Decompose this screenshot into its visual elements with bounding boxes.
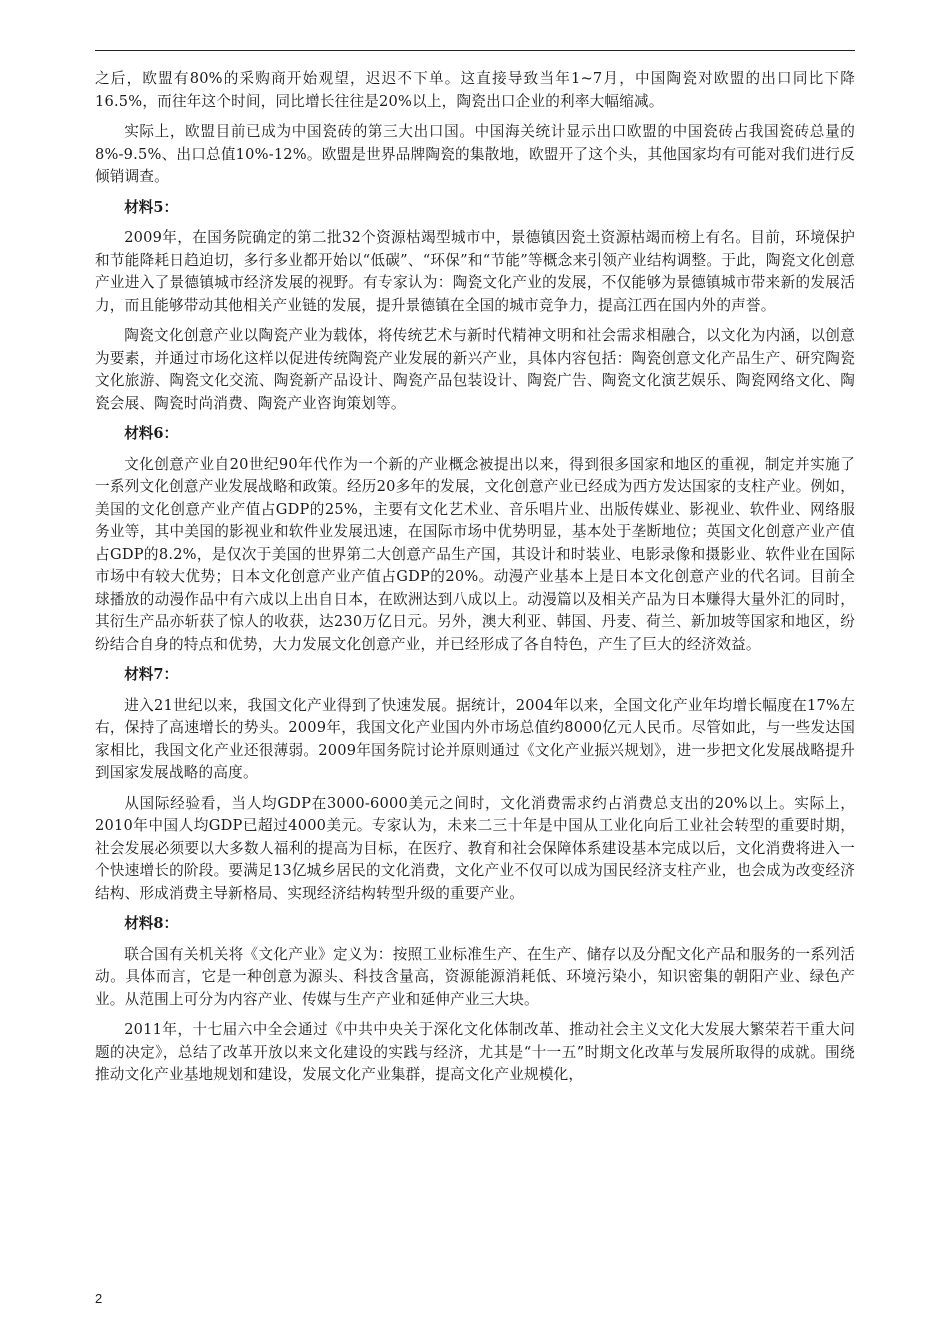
header-rule: [95, 50, 855, 51]
document-body: [95, 68, 855, 1095]
paragraph-un-definition: 联合国有关机关将《文化产业》定义为：按照工业标准生产、在生产、储存以及分配文化产品和服务的一系列活动。具体而言，它是一种创意为源头、科技含量高，资源能源消耗低、环境污染小，知识密集的朝阳产业、绿色产业。从范围上可分为内容产业、传媒与生产产业和延伸产业三大块。: [95, 945, 855, 1008]
paragraph-2011-plenary: 2011年，十七届六中全会通过《中共中央关于深化文化体制改革、推动社会主义文化大发展大繁荣若干重大问题的决定》，总结了改革开放以来文化建设的实践与经济，尤其是“十一五”时期文化改革与发展所取得的成就。围绕推动文化产业基地规划和建设，发展文化产业集群，提高文化产业规模化，: [95, 1021, 855, 1083]
paragraph-ceramic-creative-industry: 陶瓷文化创意产业以陶瓷产业为载体，将传统艺术与新时代精神文明和社会需求相融合，以文化为内涵，以创意为要素，并通过市场化这样以促进传统陶瓷产业发展的新兴产业，具体内容包括：陶瓷创意文化产品生产、研究陶瓷文化旅游、陶瓷文化交流、陶瓷新产品设计、陶瓷产品包装设计、陶瓷广告、陶瓷文化演艺娱乐、陶瓷网络文化、陶瓷会展、陶瓷时尚消费、陶瓷产业咨询策划等。: [95, 327, 855, 412]
heading-material-5: 材料5：: [124, 198, 179, 216]
paragraph-eu-tiles: 实际上，欧盟目前已成为中国瓷砖的第三大出口国。中国海关统计显示出口欧盟的中国瓷砖占我国瓷砖总量的8%-9.5%、出口总值10%-12%。欧盟是世界品牌陶瓷的集散地，欧盟开了这个头，其他国家均有可能对我们进行反倾销调查。: [95, 123, 855, 185]
paragraph-jingdezhen: 2009年，在国务院确定的第二批32个资源枯竭型城市中，景德镇因瓷土资源枯竭而榜上有名。目前，环境保护和节能降耗日趋迫切，多行多业都开始以“低碳”、“环保”和“节能”等概念来引领产业结构调整。于此，陶瓷文化创意产业进入了景德镇城市经济发展的视野。有专家认为：陶瓷文化产业的发展，不仅能够为景德镇城市带来新的发展活力，而且能够带动其他相关产业链的发展，提升景德镇在全国的城市竞争力，提高江西在国内外的声誉。: [95, 229, 855, 314]
paragraph-gdp-culture-consumption: 从国际经验看，当人均GDP在3000-6000美元之间时，文化消费需求约占消费总支出的20%以上。实际上，2010年中国人均GDP已超过4000美元。专家认为，未来二三十年是中国从工业化向后工业社会转型的重要时期，社会发展必须要以大多数人福利的提高为目标，在医疗、教育和社会保障体系建设基本完成以后，文化消费将进入一个快速增长的阶段。要满足13亿城乡居民的文化消费，文化产业不仅可以成为国民经济支柱产业，也会成为改变经济结构、形成消费主导新格局、实现经济结构转型升级的重要产业。: [95, 794, 855, 902]
heading-material-8: 材料8：: [124, 915, 179, 932]
heading-material-6: 材料6：: [124, 425, 179, 442]
paragraph-china-culture-growth: 进入21世纪以来，我国文化产业得到了快速发展。据统计，2004年以来，全国文化产业年均增长幅度在17%左右，保持了高速增长的势头。2009年，我国文化产业国内外市场总值约8000亿元人民币。尽管如此，与一些发达国家相比，我国文化产业还很薄弱。2009年国务院讨论并原则通过《文化产业振兴规划》，进一步把文化发展战略提升到国家发展战略的高度。: [95, 696, 855, 781]
paragraph-eu-buyers: 之后，欧盟有80%的采购商开始观望，迟迟不下单。这直接导致当年1~7月，中国陶瓷对欧盟的出口同比下降16.5%，而往年这个时间，同比增长往往是20%以上，陶瓷出口企业的利率大幅缩减。: [95, 70, 855, 110]
paragraph-global-creative-industry: 文化创意产业自20世纪90年代作为一个新的产业概念被提出以来，得到很多国家和地区的重视，制定并实施了一系列文化创意产业发展战略和政策。经历20多年的发展，文化创意产业已经成为西方发达国家的支柱产业。例如，美国的文化创意产业产值占GDP的25%，主要有文化艺术业、音乐唱片业、出版传媒业、影视业、软件业、网络服务业等，其中美国的影视业和软件业发展迅速，在国际市场中优势明显，基本处于垄断地位；英国文化创意产业产值占GDP的8.2%，是仅次于美国的世界第二大创意产品生产国，其设计和时装业、电影录像和摄影业、软件业在国际市场中有较大优势；日本文化创意产业产值占GDP的20%。动漫产业基本上是日本文化创意产业的代名词。目前全球播放的动漫作品中有六成以上出自日本，在欧洲达到八成以上。动漫篇以及相关产品为日本赚得大量外汇的同时，其衍生产品亦斩获了惊人的收获，达230万亿日元。另外，澳大利亚、韩国、丹麦、荷兰、新加坡等国家和地区，纷纷结合自身的特点和优势，大力发展文化创意产业，并已经形成了各自特色，产生了巨大的经济效益。: [95, 455, 855, 653]
page-number: 2: [95, 1291, 103, 1306]
heading-material-7: 材料7：: [124, 666, 179, 683]
